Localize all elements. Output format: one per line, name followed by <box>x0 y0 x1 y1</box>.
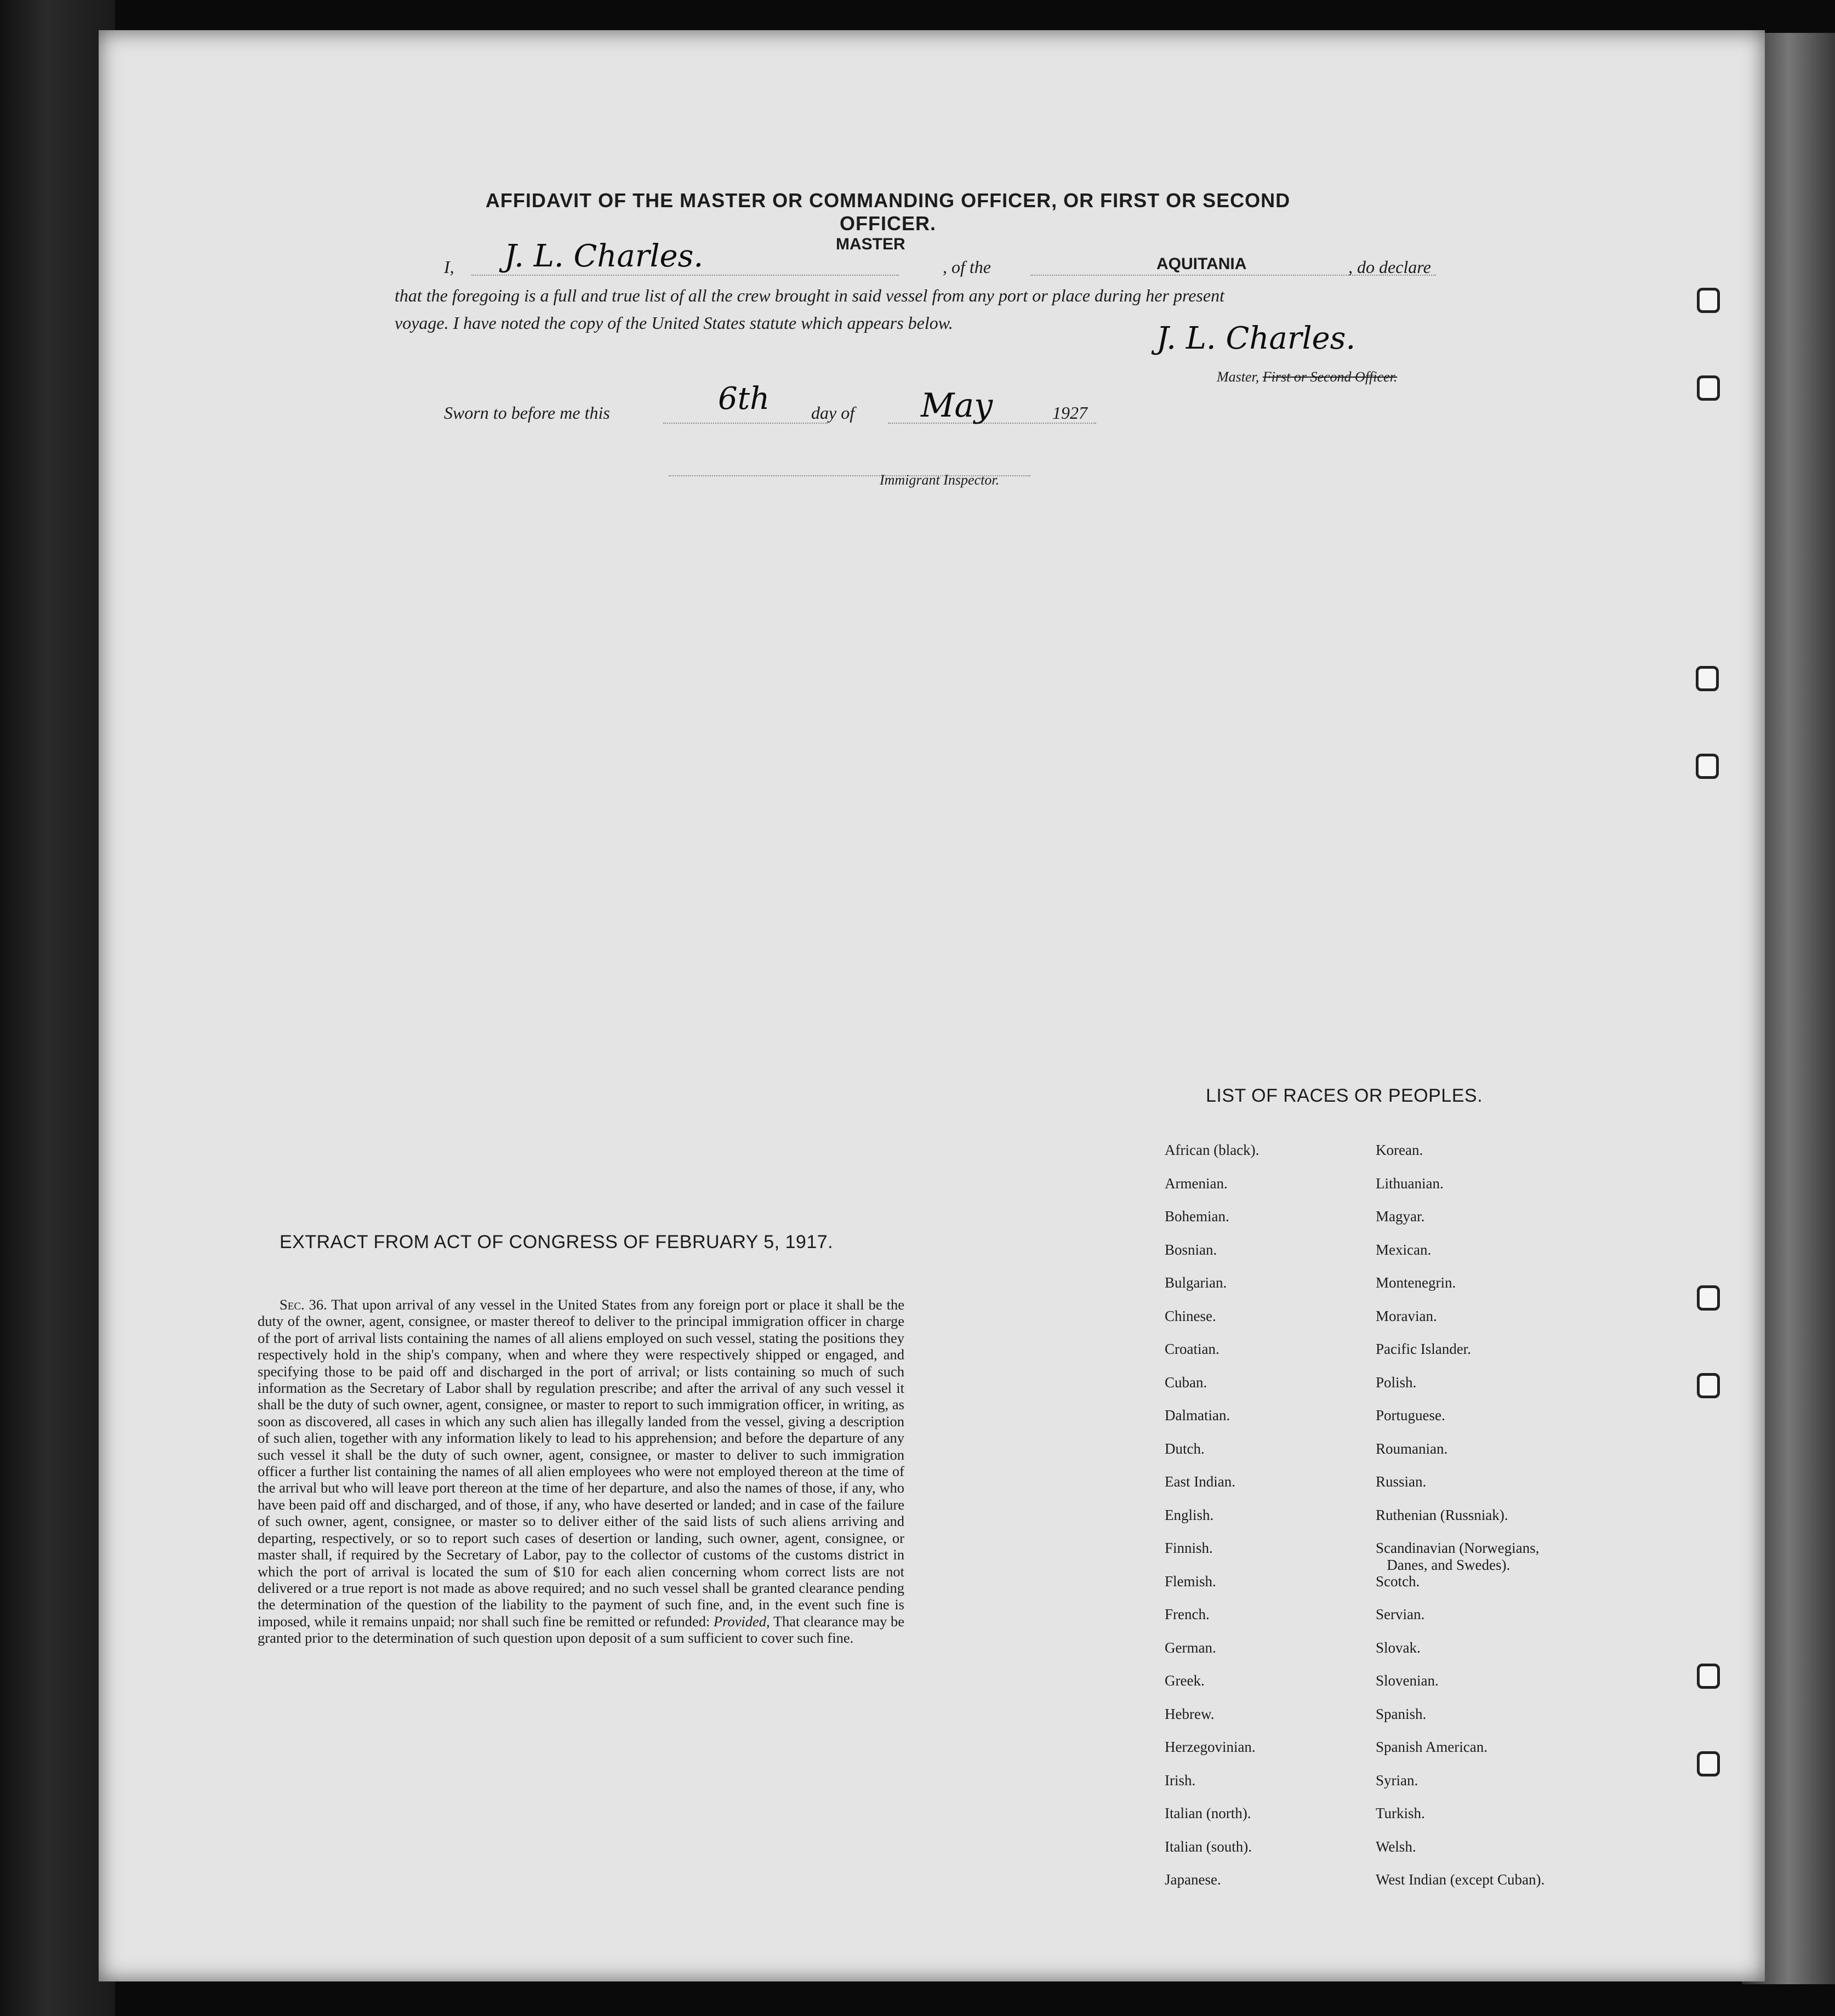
race-item: Italian (north). <box>1165 1805 1251 1821</box>
race-item: Roumanian. <box>1376 1440 1448 1457</box>
extract-section: Sec. 36. <box>280 1296 327 1313</box>
binder-hole <box>1697 375 1720 401</box>
race-item: Moravian. <box>1376 1307 1437 1324</box>
document-page <box>99 30 1765 1981</box>
race-item: Hebrew. <box>1165 1705 1215 1722</box>
race-item: Spanish American. <box>1376 1739 1488 1755</box>
affidavit-line-2: that the foregoing is a full and true list of all the crew brought in said vessel from any port or place during her present <box>395 286 1224 305</box>
vessel-name: AQUITANIA <box>1156 255 1247 273</box>
do-declare-label: , do declare <box>1348 257 1431 277</box>
race-item: Croatian. <box>1165 1341 1219 1357</box>
race-item: German. <box>1165 1639 1216 1656</box>
race-item: Russian. <box>1376 1473 1427 1490</box>
race-item: Bohemian. <box>1165 1208 1229 1225</box>
extract-text-1: That upon arrival of any vessel in the United States from any foreign port or place it shall be the duty of the owner, agent, consignee, or master thereof to deliver to the principal immigration officer in charge of the port of arrival lists containing the names of all aliens employed on such vessel, stating the positions they respectively hold in the ship's company, when and where they were respectively shipped or engaged, and specifying those to be paid off and discharged in the port of arrival; or lists containing so much of such information as the Secretary of Labor shall by regulation prescribe; and after the arrival of any such vessel it shall be the duty of such owner, agent, consignee, or master to report to such immigration officer, in writing, as soon as discovered, all cases in which any such alien has illegally landed from the vessel, giving a description of such alien, together with any information likely to lead to his apprehension; and before the departure of any such vessel it shall be the duty of such owner, agent, consignee, or master to deliver to such immigration officer a further list containing the names of all alien employees who were not employed thereon at the time of the arrival but who will leave port thereon at the time of her departure, and also the names of those, if any, who have been paid off and discharged, and of those, if any, who have deserted or landed; and in case of the failure of such owner, agent, consignee, or master so to deliver either of the said lists of such aliens arriving and departing, respectively, or so to report such cases of desertion or landing, such owner, agent, consignee, or master shall, if required by the Secretary of Labor, pay to the collector of customs of the customs district in which the port of arrival is located the sum of $10 for each alien concerning whom correct lists are not delivered or a true report is not made as above required; and no such vessel shall be granted clearance pending the determination of the question of the liability to the payment of such fine, and, in the event such fine is imposed, while it remains unpaid; nor shall such fine be remitted or refunded: <box>258 1296 904 1630</box>
scan-left-edge <box>0 0 115 2016</box>
sworn-year: 1927 <box>1052 403 1087 423</box>
binder-hole <box>1697 1285 1720 1311</box>
sworn-label: Sworn to before me this <box>444 403 610 423</box>
race-item: Bosnian. <box>1165 1241 1217 1258</box>
race-item: West Indian (except Cuban). <box>1376 1871 1545 1888</box>
race-item: Turkish. <box>1376 1805 1425 1821</box>
race-item: Slovenian. <box>1376 1672 1439 1689</box>
race-item: Portuguese. <box>1376 1407 1445 1423</box>
race-item: Slovak. <box>1376 1639 1421 1656</box>
binder-hole <box>1697 288 1720 313</box>
extract-body <box>258 1296 904 1647</box>
race-item: Bulgarian. <box>1165 1274 1227 1291</box>
inspector-label: Immigrant Inspector. <box>880 472 1000 488</box>
race-item: East Indian. <box>1165 1473 1235 1490</box>
race-item: Japanese. <box>1165 1871 1221 1888</box>
race-item: Pacific Islander. <box>1376 1341 1471 1357</box>
race-item: Greek. <box>1165 1672 1205 1689</box>
day-of-label: day of <box>811 403 855 423</box>
signer-title <box>1217 369 1397 385</box>
master-signature-2: J. L. Charles. <box>1156 321 1356 356</box>
race-item: Flemish. <box>1165 1573 1216 1590</box>
sworn-day: 6th <box>718 381 770 417</box>
race-item: Mexican. <box>1376 1241 1432 1258</box>
extract-provided: Provided, <box>713 1613 770 1630</box>
extract-text-2: That clearance may be granted prior to the determination of such question upon deposit of a sum sufficient to cover such fine. <box>258 1613 905 1647</box>
binder-hole <box>1697 1751 1720 1776</box>
race-item: Scandinavian (Norwegians, Danes, and Swedes). <box>1376 1540 1540 1573</box>
race-item: Magyar. <box>1376 1208 1425 1225</box>
race-item: Montenegrin. <box>1376 1274 1456 1291</box>
race-item: Armenian. <box>1165 1175 1228 1192</box>
race-item: Herzegovinian. <box>1165 1739 1256 1755</box>
extract-title: EXTRACT FROM ACT OF CONGRESS OF FEBRUARY 5, 1917. <box>280 1232 834 1252</box>
affidavit-line-3: voyage. I have noted the copy of the United States statute which appears below. <box>395 313 953 333</box>
race-item: Cuban. <box>1165 1374 1207 1391</box>
race-item: Chinese. <box>1165 1307 1216 1324</box>
race-item: Dutch. <box>1165 1440 1205 1457</box>
of-the-label: , of the <box>943 257 991 277</box>
affidavit-title: AFFIDAVIT OF THE MASTER OR COMMANDING OFFICER, OR FIRST OR SECOND OFFICER. <box>485 189 1291 235</box>
race-item: Lithuanian. <box>1376 1175 1444 1192</box>
master-signature: J. L. Charles. <box>504 238 704 274</box>
sworn-month: May <box>921 386 993 425</box>
race-item: Italian (south). <box>1165 1838 1252 1855</box>
race-item: Ruthenian (Russniak). <box>1376 1506 1508 1523</box>
race-item: Spanish. <box>1376 1705 1427 1722</box>
binder-hole <box>1696 754 1719 779</box>
race-item: Welsh. <box>1376 1838 1416 1855</box>
race-item: English. <box>1165 1506 1214 1523</box>
rank-label: MASTER <box>836 235 905 253</box>
sworn-day-line <box>663 423 828 424</box>
signer-title-master: Master, <box>1217 369 1263 385</box>
race-item: Syrian. <box>1376 1772 1418 1789</box>
race-item: Irish. <box>1165 1772 1196 1789</box>
race-item: Finnish. <box>1165 1540 1213 1556</box>
race-item: African (black). <box>1165 1142 1260 1158</box>
race-item: Dalmatian. <box>1165 1407 1230 1423</box>
signer-title-struck: First or Second Officer. <box>1262 369 1398 385</box>
race-item: Polish. <box>1376 1374 1417 1391</box>
binder-hole <box>1697 1664 1720 1689</box>
i-label: I, <box>444 257 454 277</box>
race-item: Servian. <box>1376 1606 1425 1622</box>
race-item: Scotch. <box>1376 1573 1420 1590</box>
race-item: French. <box>1165 1606 1210 1622</box>
binder-hole <box>1696 666 1719 691</box>
master-name-line <box>471 275 899 276</box>
race-item: Korean. <box>1376 1142 1423 1158</box>
binder-hole <box>1697 1373 1720 1398</box>
races-title: LIST OF RACES OR PEOPLES. <box>1206 1085 1483 1106</box>
